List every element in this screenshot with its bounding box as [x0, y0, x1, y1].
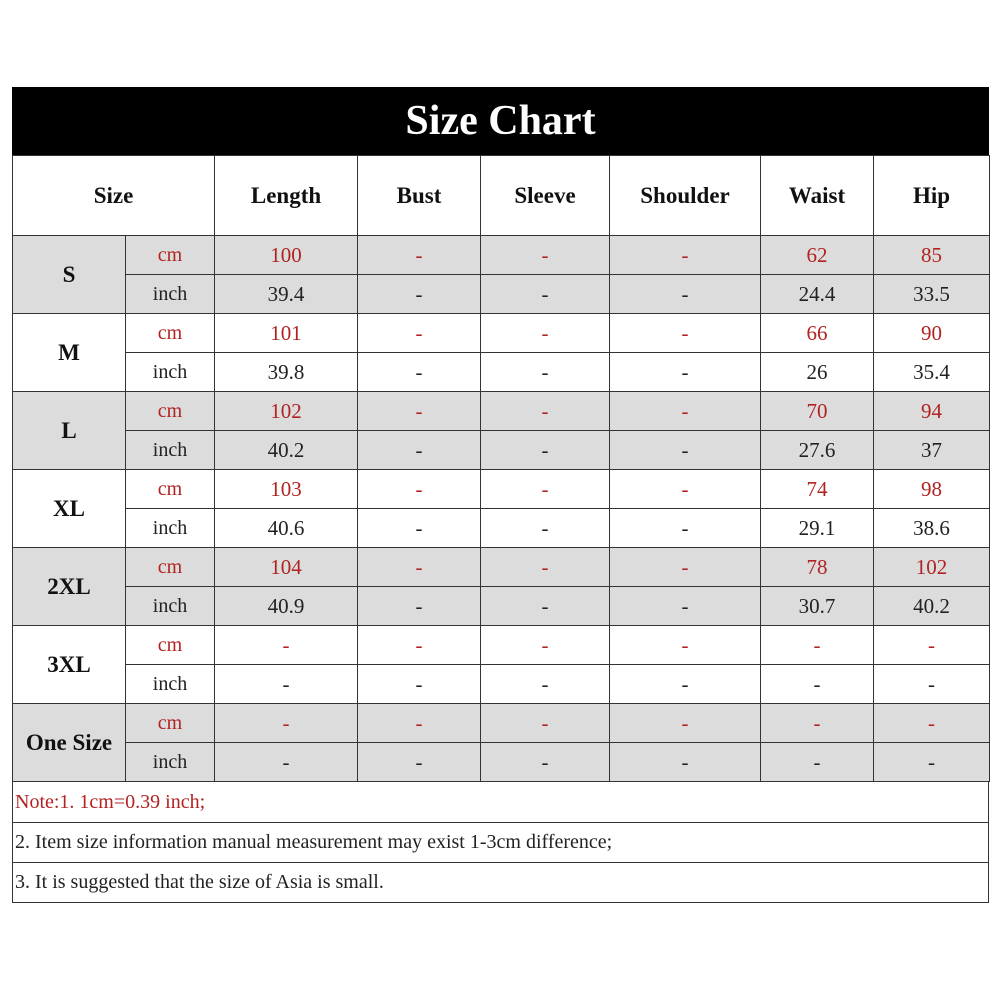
table-cell: -	[761, 626, 874, 665]
size-table	[12, 155, 990, 782]
table-row	[13, 236, 990, 275]
chart-title: Size Chart	[12, 87, 989, 155]
table-cell: -	[358, 314, 481, 353]
table-cell: -	[874, 704, 990, 743]
table-cell: -	[610, 275, 761, 314]
table-cell: -	[358, 704, 481, 743]
table-cell: -	[481, 587, 610, 626]
table-cell: 33.5	[874, 275, 990, 314]
table-cell: 62	[761, 236, 874, 275]
table-cell: -	[761, 665, 874, 704]
table-cell: -	[481, 353, 610, 392]
unit-label: inch	[126, 509, 215, 548]
column-header-sleeve: Sleeve	[481, 156, 610, 236]
table-cell: -	[358, 509, 481, 548]
column-header-shoulder: Shoulder	[610, 156, 761, 236]
size-label: L	[13, 392, 126, 470]
table-row	[13, 743, 990, 782]
table-cell: -	[481, 314, 610, 353]
table-cell: 66	[761, 314, 874, 353]
table-cell: 104	[215, 548, 358, 587]
table-cell: 94	[874, 392, 990, 431]
table-cell: -	[481, 431, 610, 470]
table-cell: -	[215, 704, 358, 743]
table-cell: 103	[215, 470, 358, 509]
table-cell: 27.6	[761, 431, 874, 470]
column-header-waist: Waist	[761, 156, 874, 236]
table-cell: -	[761, 743, 874, 782]
table-cell: -	[761, 704, 874, 743]
table-cell: 24.4	[761, 275, 874, 314]
table-cell: -	[481, 509, 610, 548]
unit-label: inch	[126, 587, 215, 626]
table-cell: 40.9	[215, 587, 358, 626]
size-table-body	[13, 236, 990, 782]
table-cell: 100	[215, 236, 358, 275]
unit-label: inch	[126, 743, 215, 782]
table-cell: 35.4	[874, 353, 990, 392]
table-cell: -	[358, 236, 481, 275]
table-row	[13, 275, 990, 314]
table-cell: -	[874, 665, 990, 704]
table-cell: -	[481, 392, 610, 431]
table-cell: -	[610, 626, 761, 665]
unit-label: inch	[126, 353, 215, 392]
table-cell: -	[874, 743, 990, 782]
table-cell: -	[610, 587, 761, 626]
table-row	[13, 626, 990, 665]
table-cell: 38.6	[874, 509, 990, 548]
header-row	[13, 156, 990, 236]
table-cell: -	[610, 509, 761, 548]
table-cell: -	[481, 470, 610, 509]
unit-label: cm	[126, 548, 215, 587]
size-chart	[12, 87, 989, 903]
table-row	[13, 470, 990, 509]
table-cell: -	[481, 626, 610, 665]
size-label: XL	[13, 470, 126, 548]
table-cell: -	[610, 470, 761, 509]
column-header-size: Size	[13, 156, 215, 236]
unit-label: cm	[126, 392, 215, 431]
table-cell: -	[610, 704, 761, 743]
table-cell: 39.4	[215, 275, 358, 314]
table-row	[13, 587, 990, 626]
size-label: 2XL	[13, 548, 126, 626]
table-cell: -	[358, 626, 481, 665]
note-line: 3. It is suggested that the size of Asia is small.	[13, 862, 988, 902]
table-cell: -	[610, 665, 761, 704]
table-cell: 74	[761, 470, 874, 509]
table-cell: -	[481, 275, 610, 314]
unit-label: inch	[126, 665, 215, 704]
table-cell: 40.6	[215, 509, 358, 548]
table-cell: 26	[761, 353, 874, 392]
table-row	[13, 665, 990, 704]
column-header-hip: Hip	[874, 156, 990, 236]
unit-label: cm	[126, 236, 215, 275]
table-cell: 40.2	[874, 587, 990, 626]
table-cell: 40.2	[215, 431, 358, 470]
table-cell: 78	[761, 548, 874, 587]
table-cell: -	[481, 548, 610, 587]
unit-label: cm	[126, 470, 215, 509]
table-row	[13, 509, 990, 548]
table-cell: -	[358, 431, 481, 470]
table-cell: -	[215, 743, 358, 782]
table-cell: -	[358, 392, 481, 431]
table-row	[13, 431, 990, 470]
table-cell: -	[358, 275, 481, 314]
table-cell: 70	[761, 392, 874, 431]
note-line: Note:1. 1cm=0.39 inch;	[15, 790, 206, 813]
table-cell: -	[481, 665, 610, 704]
table-cell: -	[481, 743, 610, 782]
table-cell: -	[358, 743, 481, 782]
table-cell: -	[610, 236, 761, 275]
table-cell: -	[610, 314, 761, 353]
table-row	[13, 704, 990, 743]
table-cell: 102	[215, 392, 358, 431]
unit-label: cm	[126, 626, 215, 665]
unit-label: inch	[126, 431, 215, 470]
size-label: M	[13, 314, 126, 392]
table-cell: -	[481, 236, 610, 275]
table-cell: -	[610, 392, 761, 431]
table-cell: -	[358, 587, 481, 626]
note-line: 2. Item size information manual measurement may exist 1-3cm difference;	[13, 822, 988, 862]
table-cell: -	[358, 665, 481, 704]
unit-label: inch	[126, 275, 215, 314]
table-cell: 102	[874, 548, 990, 587]
table-cell: 29.1	[761, 509, 874, 548]
table-cell: -	[358, 470, 481, 509]
table-row	[13, 392, 990, 431]
table-row	[13, 353, 990, 392]
table-cell: 30.7	[761, 587, 874, 626]
size-label: S	[13, 236, 126, 314]
table-cell: -	[610, 353, 761, 392]
table-cell: -	[610, 431, 761, 470]
table-cell: 39.8	[215, 353, 358, 392]
table-cell: -	[481, 704, 610, 743]
column-header-bust: Bust	[358, 156, 481, 236]
table-row	[13, 548, 990, 587]
table-cell: -	[874, 626, 990, 665]
table-cell: -	[215, 626, 358, 665]
table-cell: -	[610, 743, 761, 782]
table-cell: 101	[215, 314, 358, 353]
size-label: 3XL	[13, 626, 126, 704]
table-cell: -	[215, 665, 358, 704]
unit-label: cm	[126, 314, 215, 353]
table-cell: 85	[874, 236, 990, 275]
column-header-length: Length	[215, 156, 358, 236]
table-cell: 37	[874, 431, 990, 470]
table-row	[13, 314, 990, 353]
unit-label: cm	[126, 704, 215, 743]
table-cell: -	[358, 548, 481, 587]
notes-section	[12, 782, 989, 903]
table-cell: 90	[874, 314, 990, 353]
table-cell: 98	[874, 470, 990, 509]
size-label: One Size	[13, 704, 126, 782]
table-cell: -	[358, 353, 481, 392]
table-cell: -	[610, 548, 761, 587]
